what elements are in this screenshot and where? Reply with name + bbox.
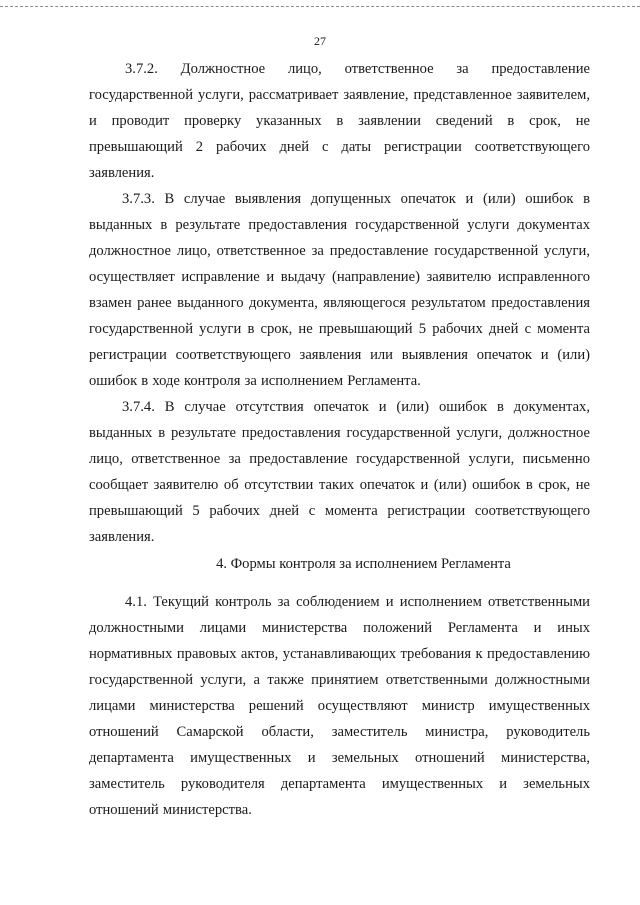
scan-top-border [0,6,640,7]
paragraph-3-7-2: 3.7.2. Должностное лицо, ответственное за предоставление государственной услуги, рассматривает заявление, представленное заявителем, и проводит проверку указанных в заявлении сведений в срок, не превышающий 2 рабочих дней с даты регистрации соответствующего заявления. [89,61,590,181]
document-body [89,56,590,823]
section-4-heading: 4. Формы контроля за исполнением Регламента [216,556,511,572]
paragraph-3-7-4: 3.7.4. В случае отсутствия опечаток и (или) ошибок в документах, выданных в результате предоставления государственной услуги, должностное лицо, ответственное за предоставление государственной услуги, письменно сообщает заявителю об отсутствии таких опечаток и (или) ошибок в срок, не превышающий 5 рабочих дней с момента регистрации соответствующего заявления. [89,399,590,545]
page-number: 27 [314,34,326,48]
paragraph-4-1: 4.1. Текущий контроль за соблюдением и исполнением ответственными должностными лицами министерства положений Регламента и иных нормативных правовых актов, устанавливающих требования к предоставлению государственной услуги, а также принятием ответственными должностными лицами министерства решений осуществляют министр имущественных отношений Самарской области, заместитель министра, руководитель департамента имущественных и земельных отношений министерства, заместитель руководителя департамента имущественных и земельных отношений министерства. [89,594,590,818]
paragraph-3-7-3: 3.7.3. В случае выявления допущенных опечаток и (или) ошибок в выданных в результате предоставления государственной услуги документах должностное лицо, ответственное за предоставление государственной услуги, осуществляет исправление и выдачу (направление) заявителю исправленного взамен ранее выданного документа, являющегося результатом предоставления государственной услуги в срок, не превышающий 5 рабочих дней с момента регистрации соответствующего заявления или выявления опечаток и (или) ошибок в ходе контроля за исполнением Регламента. [89,191,590,389]
